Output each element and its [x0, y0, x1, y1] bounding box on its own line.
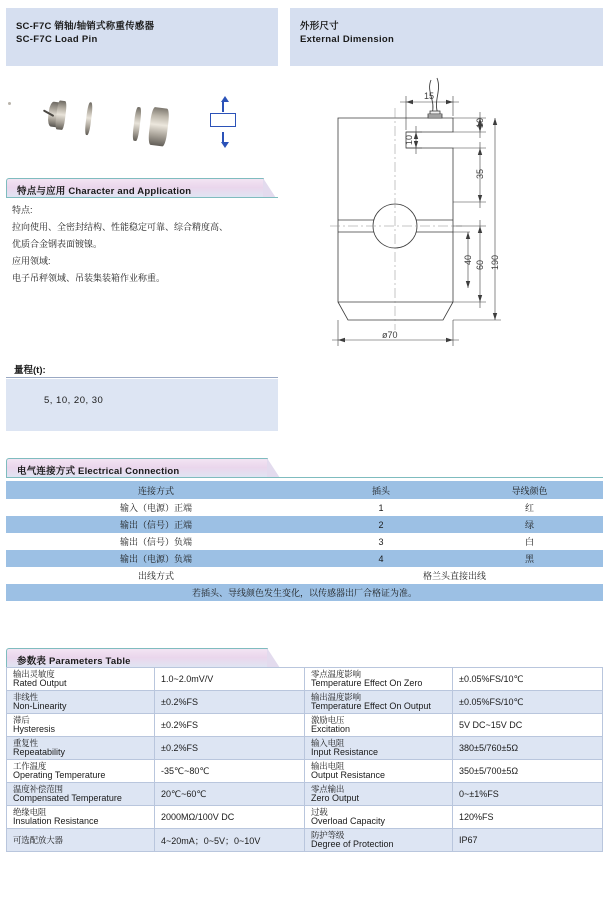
- arrow-up-shaft: [222, 101, 224, 112]
- character-section-label: 特点与应用 Character and Application: [17, 186, 192, 197]
- param-value: IP67: [453, 829, 603, 852]
- param-name-cn: 零点输出: [311, 784, 345, 794]
- load-pin-photo: [42, 100, 182, 144]
- param-name-cn: 可选配放大器: [13, 835, 63, 845]
- dim-lower-height: 60: [475, 259, 485, 270]
- product-title-en: SC-F7C Load Pin: [16, 34, 98, 45]
- param-name-cn: 重复性: [13, 738, 38, 748]
- cell-connection: 输出（信号）正端: [6, 516, 306, 533]
- external-dimension-drawing: [290, 72, 603, 352]
- param-name-cn: 温度补偿范围: [13, 784, 63, 794]
- dim-slot-upper: 10: [475, 117, 485, 128]
- note-row: [6, 584, 603, 601]
- param-name-cn: 绝缘电阻: [13, 807, 47, 817]
- photo-speck: [8, 102, 11, 105]
- cell-plug: 2: [306, 516, 456, 533]
- param-name-cn: 零点温度影响: [311, 669, 361, 679]
- param-name-cell: [7, 760, 155, 783]
- param-value: -35℃~80℃: [155, 760, 305, 783]
- character-line-1: 拉向使用、全密封结构、性能稳定可靠、综合精度高、: [12, 222, 229, 232]
- param-value: 20℃~60℃: [155, 783, 305, 806]
- dim-total-height: 190: [490, 254, 500, 270]
- character-section-body: [6, 202, 278, 287]
- load-direction-icon: [206, 96, 240, 148]
- param-name-en: Input Resistance: [311, 747, 379, 757]
- column-header-wire-color: 导线颜色: [456, 481, 603, 499]
- product-title-panel: [6, 8, 278, 66]
- dim-mid-height: 35: [475, 168, 485, 179]
- capacity-section-label: 量程(t):: [14, 365, 46, 376]
- table-row: [7, 714, 603, 737]
- param-name-cell: [305, 691, 453, 714]
- column-header-plug: 插头: [306, 481, 456, 499]
- cell-connection: 输出（电源）负端: [6, 550, 306, 567]
- cable-2: [436, 78, 438, 114]
- param-value: 380±5/760±5Ω: [453, 737, 603, 760]
- param-name-cell: [305, 714, 453, 737]
- param-name-en: Operating Temperature: [13, 770, 106, 780]
- table-row: [7, 760, 603, 783]
- param-name-cn: 输入电阻: [311, 738, 345, 748]
- param-name-cell: [7, 806, 155, 829]
- cell-wire-color: 黑: [456, 550, 603, 567]
- tapered-base: [338, 302, 453, 320]
- electrical-section-label: 电气连接方式 Electrical Connection: [17, 466, 180, 477]
- parameters-table: [6, 667, 603, 852]
- column-header-connection: 连接方式: [6, 481, 306, 499]
- param-name-en: Excitation: [311, 724, 351, 734]
- table-row: [6, 516, 603, 533]
- param-name-en: Non-Linearity: [13, 701, 67, 711]
- param-value: 1.0~2.0mV/V: [155, 668, 305, 691]
- param-name-cn: 非线性: [13, 692, 38, 702]
- cell-plug: 3: [306, 533, 456, 550]
- outlet-row: [6, 567, 603, 584]
- param-name-en: Temperature Effect On Zero: [311, 678, 423, 688]
- electrical-note: 若插头、导线颜色发生变化，以传感器出厂合格证为准。: [6, 584, 603, 601]
- cell-wire-color: 绿: [456, 516, 603, 533]
- table-row: [7, 806, 603, 829]
- param-name-en: Compensated Temperature: [13, 793, 122, 803]
- table-row: [7, 691, 603, 714]
- param-name-cn: 激励电压: [311, 715, 345, 725]
- product-photo-block: [6, 72, 278, 176]
- capacity-values: 5, 10, 20, 30: [6, 379, 278, 431]
- external-dimension-panel: [290, 8, 603, 66]
- parameters-section-header: [6, 648, 268, 668]
- param-value: ±0.2%FS: [155, 737, 305, 760]
- character-line-0: 特点:: [12, 205, 33, 215]
- product-title-cn: SC-F7C 销轴/轴销式称重传感器: [16, 21, 155, 32]
- parameters-section-label: 参数表 Parameters Table: [17, 656, 131, 667]
- table-row: [6, 499, 603, 516]
- param-value: 5V DC~15V DC: [453, 714, 603, 737]
- param-name-en: Temperature Effect On Output: [311, 701, 431, 711]
- table-row: [7, 668, 603, 691]
- param-name-en: Zero Output: [311, 793, 360, 803]
- param-name-cn: 输出温度影响: [311, 692, 361, 702]
- cell-wire-color: 白: [456, 533, 603, 550]
- param-name-cn: 滞后: [13, 715, 30, 725]
- param-name-cell: [305, 783, 453, 806]
- param-name-cell: [7, 783, 155, 806]
- param-name-cell: [7, 668, 155, 691]
- param-name-cn: 输出灵敏度: [13, 669, 55, 679]
- param-value: 4~20mA；0~5V；0~10V: [155, 829, 305, 852]
- param-value: ±0.2%FS: [155, 691, 305, 714]
- param-name-en: Degree of Protection: [311, 839, 394, 849]
- param-name-en: Repeatability: [13, 747, 66, 757]
- param-name-cell: [7, 737, 155, 760]
- param-name-cell: [305, 760, 453, 783]
- electrical-header-rule: [6, 477, 603, 478]
- param-value: ±0.05%FS/10℃: [453, 691, 603, 714]
- dim-slot-lower: 10: [404, 134, 414, 145]
- param-name-cn: 输出电阻: [311, 761, 345, 771]
- outlet-label: 出线方式: [6, 567, 306, 584]
- electrical-section-header: [6, 458, 268, 478]
- dim-bottom-height: 40: [463, 254, 473, 265]
- param-value: 350±5/700±5Ω: [453, 760, 603, 783]
- param-name-cell: [7, 714, 155, 737]
- dim-diameter: ø70: [382, 330, 398, 340]
- param-name-en: Insulation Resistance: [13, 816, 99, 826]
- character-section-header: [6, 178, 264, 198]
- param-name-cell: [7, 829, 155, 852]
- param-name-en: Rated Output: [13, 678, 67, 688]
- table-row: [7, 829, 603, 852]
- param-name-en: Hysteresis: [13, 724, 56, 734]
- param-name-cn: 防护等级: [311, 830, 345, 840]
- character-line-2: 优质合金钢表面镀镍。: [12, 239, 103, 249]
- electrical-connection-table: [6, 481, 603, 601]
- param-name-en: Overload Capacity: [311, 816, 386, 826]
- capacity-section-header: [6, 358, 278, 378]
- param-name-cn: 工作温度: [13, 761, 47, 771]
- param-value: 2000MΩ/100V DC: [155, 806, 305, 829]
- outlet-value: 格兰头直接出线: [306, 567, 603, 584]
- param-name-cell: [305, 806, 453, 829]
- param-value: 0~±1%FS: [453, 783, 603, 806]
- cell-plug: 1: [306, 499, 456, 516]
- param-name-cell: [305, 829, 453, 852]
- cell-plug: 4: [306, 550, 456, 567]
- dim-top-width: 15: [424, 91, 435, 101]
- table-row: [6, 533, 603, 550]
- table-row: [7, 737, 603, 760]
- external-dimension-title-en: External Dimension: [300, 34, 395, 45]
- table-row: [6, 550, 603, 567]
- cell-connection: 输入（电源）正端: [6, 499, 306, 516]
- param-value: 120%FS: [453, 806, 603, 829]
- character-line-3: 应用领域:: [12, 256, 51, 266]
- dimension-drawing-svg: [290, 72, 603, 352]
- character-line-4: 电子吊秤领域、吊装集装箱作业称重。: [12, 273, 166, 283]
- param-name-cell: [305, 668, 453, 691]
- param-name-cell: [7, 691, 155, 714]
- external-dimension-title-cn: 外形尺寸: [300, 21, 339, 32]
- param-name-cell: [305, 737, 453, 760]
- param-value: ±0.05%FS/10℃: [453, 668, 603, 691]
- cell-wire-color: 红: [456, 499, 603, 516]
- param-name-cn: 过载: [311, 807, 328, 817]
- param-value: ±0.2%FS: [155, 714, 305, 737]
- table-header-row: [6, 481, 603, 499]
- load-body-symbol: [210, 113, 236, 127]
- param-name-en: Output Resistance: [311, 770, 386, 780]
- cell-connection: 输出（信号）负端: [6, 533, 306, 550]
- table-row: [7, 783, 603, 806]
- character-header-rule: [6, 197, 278, 198]
- pin-end-cap: [148, 107, 170, 147]
- arrow-down-icon: [221, 142, 229, 148]
